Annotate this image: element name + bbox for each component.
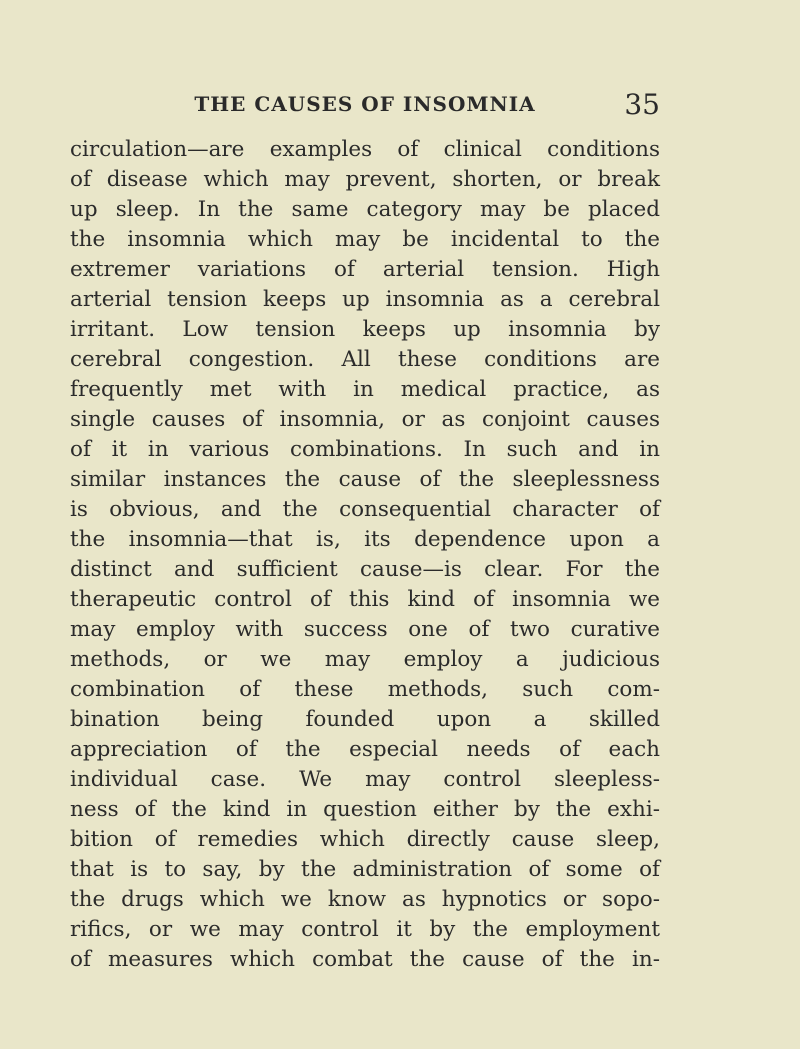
text-line: circulation—are examples of clinical conditions [70,137,660,162]
running-title: THE CAUSES OF INSOMNIA [194,92,536,116]
body-paragraph [70,135,660,975]
text-line: rifics, or we may control it by the employment [70,917,660,942]
text-line: of disease which may prevent, shorten, or break [70,167,660,192]
text-line: of it in various combinations. In such and in [70,437,660,462]
text-line: individual case. We may control sleepless- [70,767,660,792]
text-line: appreciation of the especial needs of each [70,737,660,762]
text-line: that is to say, by the administration of some of [70,857,660,882]
text-line: distinct and sufficient cause—is clear. For the [70,557,660,582]
text-line: therapeutic control of this kind of insomnia we [70,587,660,612]
text-line: cerebral congestion. All these conditions are [70,347,660,372]
text-line: up sleep. In the same category may be placed [70,197,660,222]
page-number: 35 [624,88,660,121]
text-line: bition of remedies which directly cause sleep, [70,827,660,852]
text-line: the insomnia which may be incidental to the [70,227,660,252]
running-head [70,88,660,124]
text-line: of measures which combat the cause of the in- [70,947,660,972]
text-line: arterial tension keeps up insomnia as a cerebral [70,287,660,312]
text-line: the insomnia—that is, its dependence upon a [70,527,660,552]
text-line: bination being founded upon a skilled [70,707,660,732]
text-line: the drugs which we know as hypnotics or sopo- [70,887,660,912]
text-line: similar instances the cause of the sleeplessness [70,467,660,492]
text-line: methods, or we may employ a judicious [70,647,660,672]
text-line: may employ with success one of two curative [70,617,660,642]
text-line: combination of these methods, such com- [70,677,660,702]
text-line: frequently met with in medical practice, as [70,377,660,402]
text-line: extremer variations of arterial tension. High [70,257,660,282]
text-line: is obvious, and the consequential character of [70,497,660,522]
text-line: ness of the kind in question either by the exhi- [70,797,660,822]
text-line: irritant. Low tension keeps up insomnia by [70,317,660,342]
text-line: single causes of insomnia, or as conjoint causes [70,407,660,432]
